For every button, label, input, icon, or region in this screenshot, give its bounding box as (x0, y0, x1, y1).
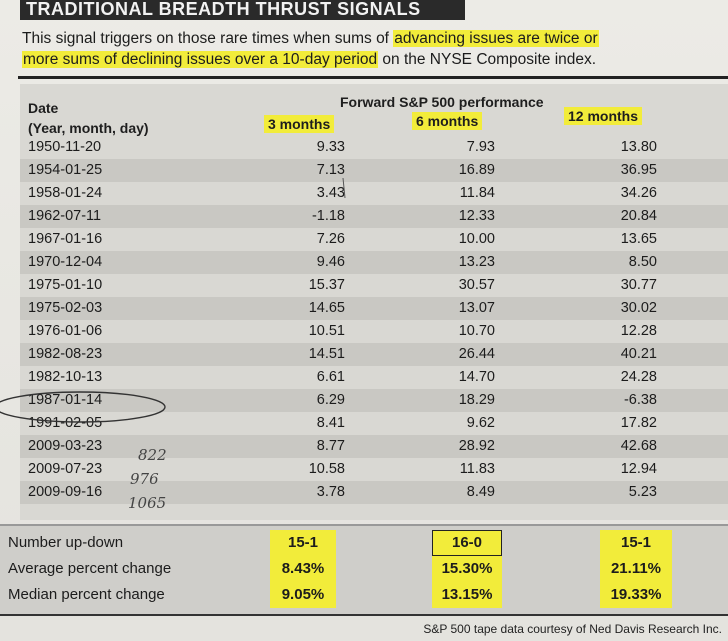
cell-3m: 8.41 (316, 415, 345, 431)
cell-date: 1975-01-10 (28, 277, 103, 293)
intro-part-1: This signal triggers on those rare times when sums of (22, 30, 394, 47)
table-body (20, 136, 728, 504)
cell-date: 1958-01-24 (28, 185, 103, 201)
summary-row (0, 582, 728, 608)
summary-section (0, 524, 728, 614)
cell-12m: 13.80 (620, 139, 657, 155)
handwritten-note-1: 822 (138, 446, 167, 464)
intro-part-2: on the NYSE Composite index. (378, 51, 597, 68)
table-row (20, 458, 728, 481)
summary-6m: 15.30% (432, 556, 502, 582)
cell-3m: 7.26 (316, 231, 345, 247)
cell-6m: 9.62 (466, 415, 495, 431)
cell-date: 2009-09-16 (28, 484, 103, 500)
cell-date: 1975-02-03 (28, 300, 103, 316)
cell-6m: 11.84 (459, 185, 495, 201)
cell-date: 1950-11-20 (28, 139, 102, 155)
cell-3m: 9.33 (316, 139, 345, 155)
cell-12m: 40.21 (620, 346, 657, 362)
cell-12m: 42.68 (620, 438, 657, 454)
cell-3m: 14.51 (308, 346, 345, 362)
cell-3m: 6.61 (316, 369, 345, 385)
source-credit: S&P 500 tape data courtesy of Ned Davis Research Inc. (423, 622, 722, 636)
page-title: TRADITIONAL BREADTH THRUST SIGNALS (20, 0, 465, 20)
summary-label: Number up-down (8, 534, 124, 551)
cell-6m: 30.57 (458, 277, 495, 293)
table-row (20, 366, 728, 389)
cell-date: 1987-01-14 (28, 392, 103, 408)
cell-6m: 18.29 (458, 392, 495, 408)
handwritten-note-2: 976 (130, 470, 159, 488)
cell-6m: 10.70 (458, 323, 495, 339)
cell-12m: 13.65 (620, 231, 657, 247)
cell-date: 1954-01-25 (28, 162, 103, 178)
table-row (20, 228, 728, 251)
cell-3m: -1.18 (311, 208, 345, 224)
intro-highlight-1: advancing issues are twice or (394, 30, 598, 47)
table-row (20, 182, 728, 205)
table-row (20, 412, 728, 435)
cell-6m: 8.49 (466, 484, 495, 500)
table-row (20, 274, 728, 297)
footer-rule (0, 614, 728, 616)
cell-6m: 14.70 (458, 369, 495, 385)
cell-date: 1982-08-23 (28, 346, 103, 362)
cell-6m: 11.83 (459, 461, 495, 477)
cell-6m: 26.44 (458, 346, 495, 362)
cell-date: 1982-10-13 (28, 369, 103, 385)
cell-12m: 17.82 (620, 415, 657, 431)
cell-3m: 6.29 (316, 392, 345, 408)
intro-highlight-2: more sums of declining issues over a 10-day period (23, 51, 378, 68)
cell-6m: 7.93 (466, 139, 495, 155)
date-header: Date (28, 100, 59, 116)
cell-3m: 3.43 (316, 185, 345, 201)
cell-date: 1991-02-05 (28, 415, 103, 431)
summary-6m: 16-0 (432, 530, 502, 556)
table-row (20, 320, 728, 343)
cell-6m: 16.89 (458, 162, 495, 178)
table-row (20, 435, 728, 458)
summary-6m: 13.15% (432, 582, 502, 608)
cell-3m: 9.46 (316, 254, 345, 270)
table-row (20, 297, 728, 320)
cell-3m: 3.78 (316, 484, 345, 500)
cell-12m: 5.23 (628, 484, 657, 500)
cell-6m: 10.00 (458, 231, 495, 247)
cell-12m: 20.84 (620, 208, 657, 224)
cell-12m: 12.28 (620, 323, 657, 339)
col-header-12m: 12 months (564, 107, 642, 125)
cell-12m: 34.26 (620, 185, 657, 201)
summary-3m: 8.43% (270, 556, 336, 582)
cell-12m: 8.50 (628, 254, 657, 270)
cell-12m: 30.02 (620, 300, 657, 316)
summary-row (0, 556, 728, 582)
cell-6m: 13.07 (458, 300, 495, 316)
title-rule (18, 76, 728, 79)
summary-12m: 19.33% (600, 582, 672, 608)
cell-6m: 13.23 (458, 254, 495, 270)
cell-3m: 7.13 (316, 162, 345, 178)
cell-12m: 24.28 (620, 369, 657, 385)
table-row (20, 251, 728, 274)
cell-3m: 10.58 (308, 461, 345, 477)
signals-table (20, 84, 728, 520)
cell-12m: -6.38 (623, 392, 657, 408)
cell-3m: 14.65 (308, 300, 345, 316)
intro-text (22, 28, 712, 70)
cell-date: 1967-01-16 (28, 231, 103, 247)
handwritten-note-3: 1065 (128, 494, 167, 512)
table-row (20, 205, 728, 228)
cell-6m: 12.33 (458, 208, 495, 224)
cell-3m: 10.51 (308, 323, 345, 339)
cell-12m: 36.95 (620, 162, 657, 178)
col-header-3m: 3 months (264, 115, 334, 133)
summary-12m: 15-1 (600, 530, 672, 556)
cell-date: 1962-07-11 (28, 208, 102, 224)
cell-12m: 12.94 (620, 461, 657, 477)
summary-label: Median percent change (8, 586, 165, 603)
col-header-6m: 6 months (412, 112, 482, 130)
group-header: Forward S&P 500 performance (340, 94, 544, 110)
table-row (20, 389, 728, 412)
table-row (20, 136, 728, 159)
cell-date: 2009-03-23 (28, 438, 103, 454)
date-subheader: (Year, month, day) (28, 120, 149, 136)
cell-date: 1970-12-04 (28, 254, 103, 270)
cell-3m: 15.37 (308, 277, 345, 293)
summary-3m: 9.05% (270, 582, 336, 608)
summary-3m: 15-1 (270, 530, 336, 556)
summary-label: Average percent change (8, 560, 172, 577)
summary-row (0, 530, 728, 556)
table-row (20, 481, 728, 504)
summary-12m: 21.11% (600, 556, 672, 582)
cell-12m: 30.77 (620, 277, 657, 293)
table-row (20, 343, 728, 366)
cell-date: 1976-01-06 (28, 323, 103, 339)
cell-3m: 8.77 (316, 438, 345, 454)
cell-date: 2009-07-23 (28, 461, 103, 477)
table-row (20, 159, 728, 182)
cell-6m: 28.92 (458, 438, 495, 454)
